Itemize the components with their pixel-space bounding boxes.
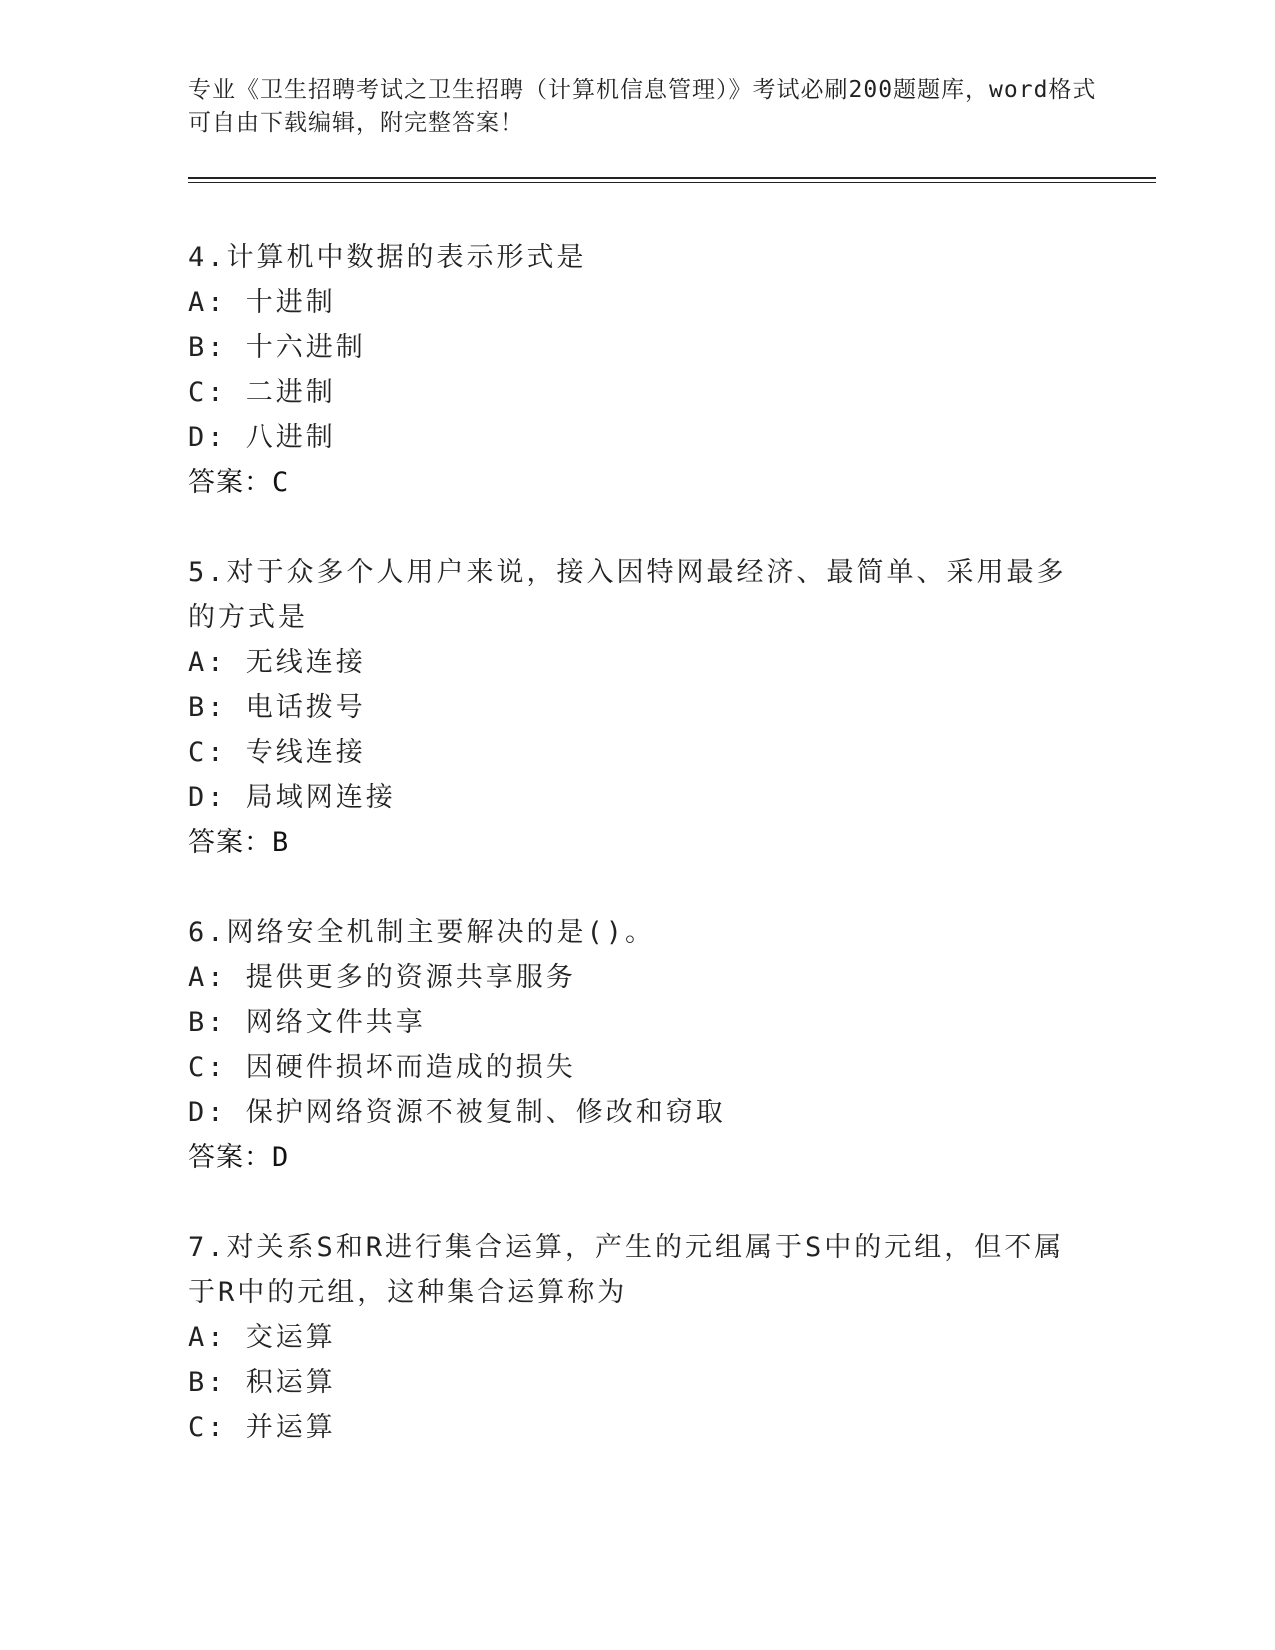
option-text: 二进制 xyxy=(245,377,336,408)
option-label: A: xyxy=(188,962,227,993)
option-label: B: xyxy=(188,332,227,363)
answer-line: 答案：B xyxy=(188,827,290,858)
option-label: C: xyxy=(188,1052,227,1083)
option-text: 并运算 xyxy=(245,1412,336,1443)
option-c xyxy=(188,1045,1088,1090)
option-b xyxy=(188,1360,1088,1405)
header-divider-top xyxy=(188,177,1156,179)
option-d xyxy=(188,1090,1088,1135)
option-text: 十进制 xyxy=(245,287,336,318)
option-label: B: xyxy=(188,1367,227,1398)
question-5 xyxy=(188,550,1088,865)
option-text: 提供更多的资源共享服务 xyxy=(245,962,576,993)
option-label: D: xyxy=(188,422,227,453)
header-divider-bottom xyxy=(188,182,1156,183)
option-label: A: xyxy=(188,287,227,318)
option-label: D: xyxy=(188,782,227,813)
option-text: 保护网络资源不被复制、修改和窃取 xyxy=(245,1097,726,1128)
option-label: B: xyxy=(188,692,227,723)
option-text: 交运算 xyxy=(245,1322,336,1353)
option-label: C: xyxy=(188,737,227,768)
option-label: D: xyxy=(188,1097,227,1128)
question-text: 4.计算机中数据的表示形式是 xyxy=(188,242,587,273)
answer-line: 答案：D xyxy=(188,1142,290,1173)
option-label: B: xyxy=(188,1007,227,1038)
option-text: 积运算 xyxy=(245,1367,336,1398)
option-text: 专线连接 xyxy=(245,737,366,768)
option-text: 电话拨号 xyxy=(245,692,366,723)
answer-line: 答案：C xyxy=(188,467,290,498)
option-a xyxy=(188,280,1088,325)
question-4 xyxy=(188,235,1088,505)
option-b xyxy=(188,325,1088,370)
question-text: 6.网络安全机制主要解决的是()。 xyxy=(188,917,656,948)
option-text: 网络文件共享 xyxy=(245,1007,426,1038)
option-label: A: xyxy=(188,1322,227,1353)
question-7 xyxy=(188,1225,1088,1450)
option-c xyxy=(188,1405,1088,1450)
option-a xyxy=(188,955,1088,1000)
option-label: A: xyxy=(188,647,227,678)
option-a xyxy=(188,1315,1088,1360)
question-6 xyxy=(188,910,1088,1180)
option-c xyxy=(188,730,1088,775)
question-text: 7.对关系S和R进行集合运算，产生的元组属于S中的元组，但不属于R中的元组，这种集合运算称为 xyxy=(188,1232,1065,1308)
option-d xyxy=(188,415,1088,460)
option-text: 十六进制 xyxy=(245,332,366,363)
option-c xyxy=(188,370,1088,415)
option-a xyxy=(188,640,1088,685)
option-text: 无线连接 xyxy=(245,647,366,678)
option-b xyxy=(188,685,1088,730)
question-text: 5.对于众多个人用户来说，接入因特网最经济、最简单、采用最多的方式是 xyxy=(188,557,1067,633)
option-d xyxy=(188,775,1088,820)
option-label: C: xyxy=(188,1412,227,1443)
option-text: 八进制 xyxy=(245,422,336,453)
document-intro: 专业《卫生招聘考试之卫生招聘（计算机信息管理）》考试必刷200题题库，word格式可自由下载编辑，附完整答案！ xyxy=(188,77,1097,136)
option-text: 因硬件损坏而造成的损失 xyxy=(245,1052,576,1083)
option-text: 局域网连接 xyxy=(245,782,396,813)
option-b xyxy=(188,1000,1088,1045)
option-label: C: xyxy=(188,377,227,408)
question-list xyxy=(188,235,1088,1495)
